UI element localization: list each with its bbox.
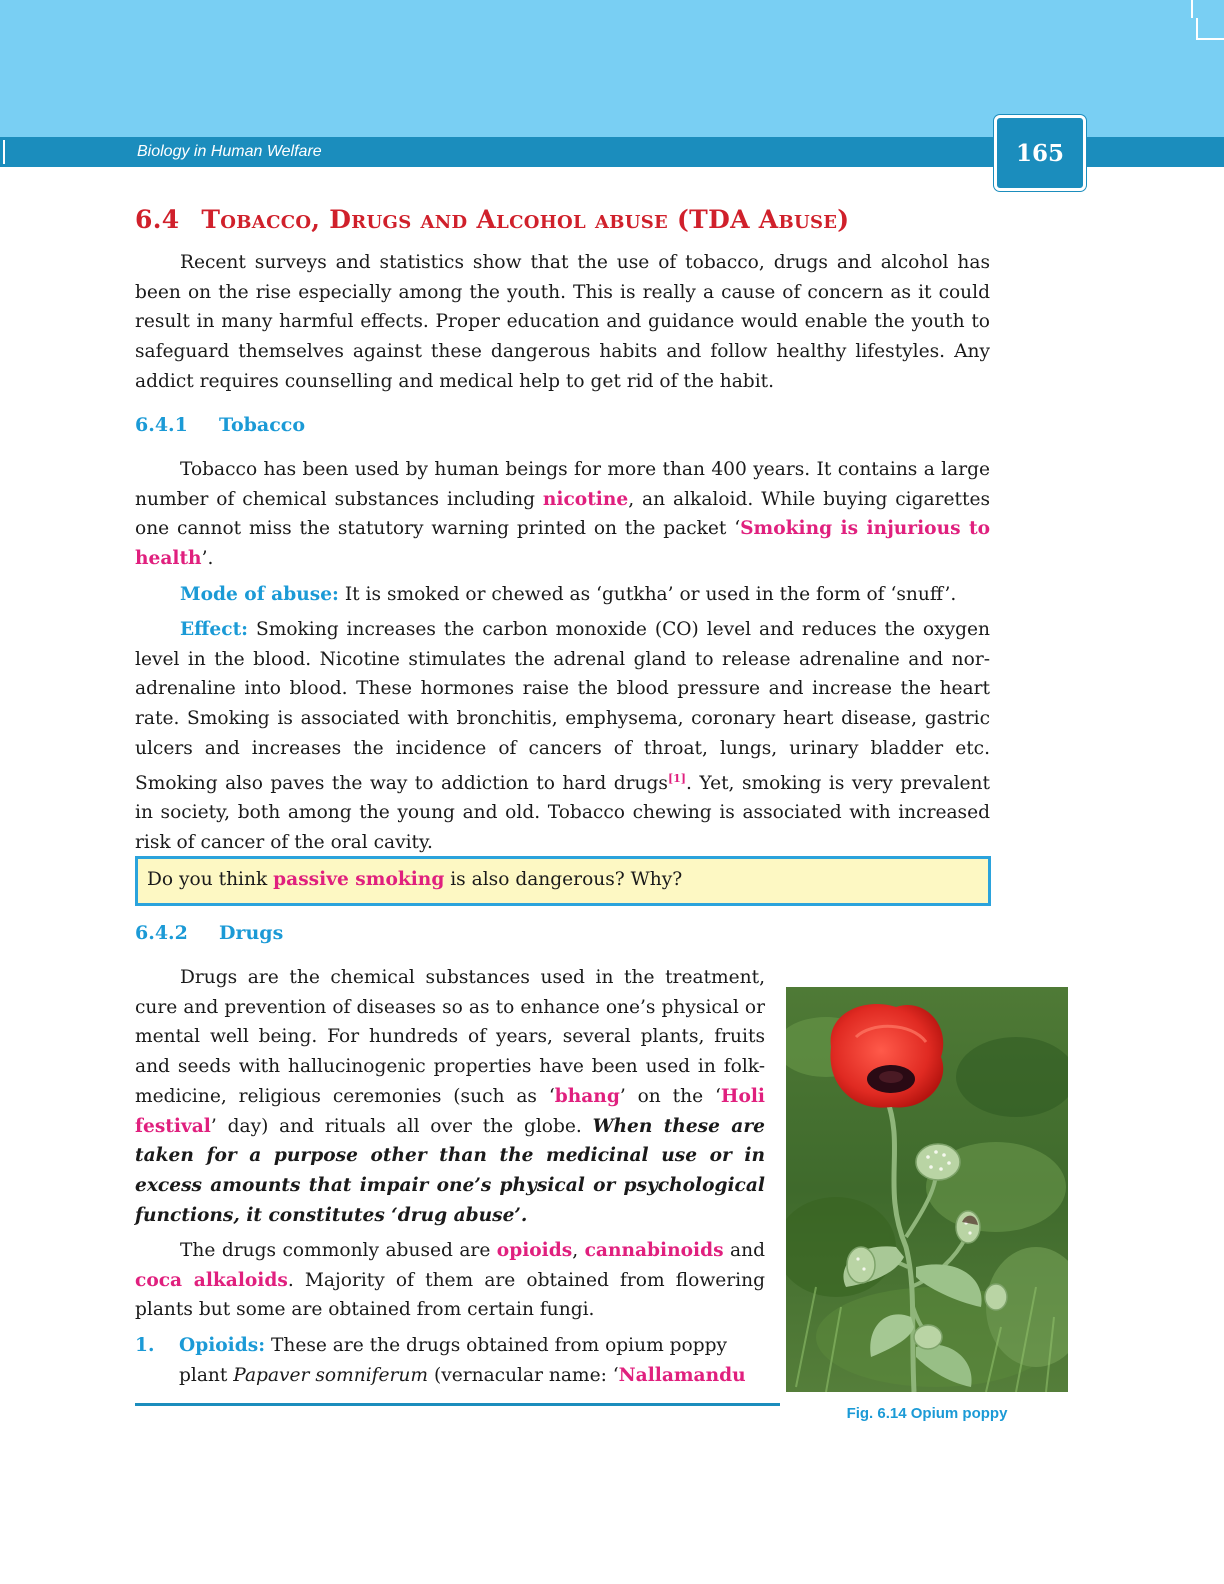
- body-text: These are the drugs obtained from opium poppy: [265, 1335, 728, 1356]
- section-number: 6.4: [135, 205, 180, 234]
- keyword-opioids: opioids: [496, 1240, 573, 1261]
- body-text: Tobacco has been used by human beings for more than 400 years. It contains a large number of chemical substances including: [135, 459, 990, 510]
- subsection-heading-drugs: [135, 922, 990, 944]
- keyword-nallamandu: Nallamandu: [618, 1364, 746, 1386]
- chapter-title: Biology in Human Welfare: [137, 143, 322, 160]
- crop-mark: [1196, 18, 1198, 38]
- body-text: The drugs commonly abused are: [180, 1240, 497, 1261]
- header-divider: [3, 140, 5, 164]
- subsection-number: 6.4.2: [135, 922, 188, 944]
- effect-paragraph: [135, 615, 990, 858]
- drugs-paragraph: [135, 963, 765, 1230]
- reference-marker[interactable]: [1]: [667, 771, 687, 785]
- drug-abuse-definition: When these are taken for a purpose other than the medicinal use or in excess amounts that impair one’s physical or psychological functions, it constitutes ‘drug abuse’.: [135, 1115, 765, 1226]
- body-text: . Majority of them are obtained from flowering plants but some are obtained from certain fungi.: [135, 1269, 765, 1321]
- intro-text: Recent surveys and statistics show that the use of tobacco, drugs and alcohol has been on the rise especially among the youth. This is really a cause of concern as it could result in many harmful effects. Proper education and guidance would enable the youth to safeguard themselves against these dangerous habits and follow healthy lifestyles. Any addict requires counselling and medical help to get rid of the habit.: [135, 252, 990, 392]
- section-heading: [135, 205, 990, 234]
- keyword-passive-smoking: passive smoking: [273, 869, 445, 890]
- body-text: ,: [572, 1240, 585, 1261]
- question-text: Do you think: [147, 869, 274, 890]
- keyword-nicotine: nicotine: [542, 488, 629, 510]
- effect-label: Effect:: [180, 619, 249, 640]
- figure-caption: Fig. 6.14 Opium poppy: [846, 1405, 1008, 1422]
- drugs-abused-paragraph: [135, 1236, 765, 1325]
- keyword-bhang: bhang: [554, 1085, 620, 1107]
- list-number: 1.: [135, 1335, 155, 1356]
- mode-label: Mode of abuse:: [180, 584, 339, 605]
- keyword-warning: Smoking is injurious to health: [135, 518, 990, 570]
- crop-mark: [1196, 38, 1224, 40]
- page-number: 165: [994, 115, 1086, 191]
- body-text: Smoking increases the carbon monoxide (CO) level and reduces the oxygen level in the blood. Nicotine stimulates the adrenal gland to release adrenaline and nor-adrenaline into blood. These hormones raise the blood pressure and increase the heart rate. Smoking is associated with bronchitis, emphysema, coronary heart disease, gastric ulcers and increases the incidence of cancers of throat, lungs, urinary bladder etc. Smoking also paves the way to addiction to hard drugs: [135, 619, 990, 794]
- crop-mark: [1191, 0, 1193, 18]
- question-text: is also dangerous? Why?: [444, 869, 683, 890]
- body-text: ’ on the ‘: [619, 1085, 721, 1107]
- intro-paragraph: [135, 248, 990, 397]
- footer-rule: [135, 1403, 780, 1406]
- body-text: (vernacular name: ‘: [428, 1364, 619, 1386]
- keyword-coca-alkaloids: coca alkaloids: [135, 1269, 288, 1291]
- subsection-title: Drugs: [219, 922, 284, 944]
- body-text: It is smoked or chewed as ‘gutkha’ or used in the form of ‘snuff’.: [338, 584, 957, 605]
- body-text: ’ day) and rituals all over the globe.: [210, 1115, 593, 1137]
- body-text: Drugs are the chemical substances used in the treatment, cure and prevention of diseases so as to enhance one’s physical or mental well being. For hundreds of years, several plants, fruits and seeds with hallucinogenic properties have been used in folk-medicine, religious ceremonies (such as ‘: [135, 967, 765, 1107]
- body-text: plant: [179, 1364, 234, 1386]
- tobacco-paragraph: [135, 455, 990, 574]
- body-text: . Yet, smoking is very prevalent in society, both among the young and old. Tobacco chewing is associated with increased risk of cancer of the oral cavity.: [135, 772, 990, 854]
- keyword-cannabinoids: cannabinoids: [584, 1240, 724, 1261]
- question-box: [135, 856, 991, 906]
- list-item-opioids: [135, 1331, 765, 1390]
- subsection-number: 6.4.1: [135, 414, 188, 436]
- subsection-heading-tobacco: [135, 414, 990, 436]
- species-name: Papaver somniferum: [233, 1364, 429, 1386]
- mode-of-abuse-paragraph: [135, 580, 990, 610]
- body-text: , an alkaloid. While buying cigarettes one cannot miss the statutory warning printed on the packet ‘: [135, 488, 990, 540]
- keyword-holi: Holi festival: [135, 1085, 765, 1137]
- opioids-label: Opioids:: [179, 1335, 266, 1356]
- subsection-title: Tobacco: [219, 414, 306, 436]
- body-text: ’.: [201, 548, 214, 570]
- section-title: Tobacco, Drugs and Alcohol abuse (TDA Abuse): [201, 205, 850, 234]
- opium-poppy-photo: [786, 987, 1068, 1392]
- body-text: and: [723, 1240, 765, 1261]
